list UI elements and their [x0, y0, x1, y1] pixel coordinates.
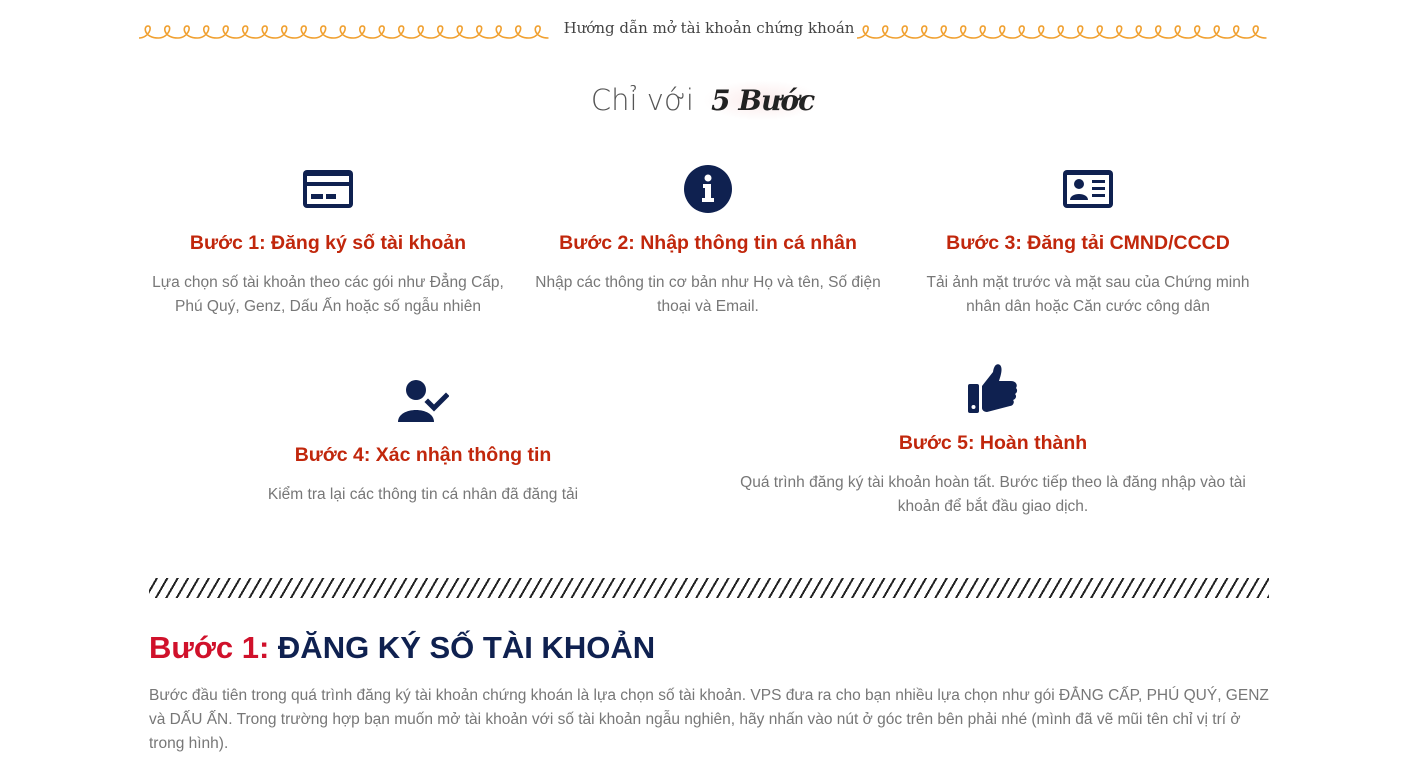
- step-description: Tải ảnh mặt trước và mặt sau của Chứng minh nhân dân hoặc Căn cước công dân: [926, 274, 1250, 315]
- step-title: Bước 4: Xác nhận thông tin: [294, 444, 552, 466]
- user-check-icon: [397, 378, 449, 424]
- section-heading-title: ĐĂNG KÝ SỐ TÀI KHOẢN: [277, 630, 656, 665]
- step-card-2: [528, 166, 888, 319]
- squiggle-decoration-left: [139, 20, 561, 44]
- header-title: Hướng dẫn mở tài khoản chứng khoán: [563, 19, 855, 37]
- step-card-3: [908, 166, 1268, 319]
- thumbs-up-icon: [967, 362, 1019, 414]
- id-card-icon: [1062, 166, 1114, 212]
- credit-card-icon: [302, 166, 354, 212]
- step-description: Quá trình đăng ký tài khoản hoàn tất. Bước tiếp theo là đăng nhập vào tài khoản để bắt đầu giao dịch.: [740, 474, 1246, 515]
- headline-highlight: 5 Bước: [703, 80, 822, 121]
- headline-prefix: Chỉ với: [590, 83, 694, 117]
- section-heading: [149, 630, 655, 666]
- step-title: Bước 5: Hoàn thành: [898, 432, 1088, 454]
- page-headline: [0, 80, 1413, 121]
- step-description: Lựa chọn số tài khoản theo các gói như Đẳng Cấp, Phú Quý, Genz, Dấu Ấn hoặc số ngẫu nhiên: [152, 274, 504, 315]
- info-icon: [683, 164, 733, 214]
- step-description: Kiểm tra lại các thông tin cá nhân đã đăng tải: [267, 486, 579, 503]
- hatched-divider: [149, 578, 1269, 598]
- section-heading-prefix: Bước 1:: [149, 630, 270, 665]
- step-title: Bước 1: Đăng ký số tài khoản: [189, 232, 467, 254]
- section-body-text: Bước đầu tiên trong quá trình đăng ký tài khoản chứng khoán là lựa chọn số tài khoản. VPS đưa ra cho bạn nhiều lựa chọn như gói ĐẲNG CẤP, PHÚ QUÝ, GENZ và DẤU ẤN. Trong trường hợp bạn muốn mở tài khoản với số tài khoản ngẫu nghiên, hãy nhấn vào nút ở góc trên bên phải nhé (mình đã vẽ mũi tên chỉ vị trí ở trong hình).: [149, 687, 1269, 752]
- step-card-4: [243, 378, 603, 507]
- step-card-5: [723, 362, 1263, 519]
- squiggle-decoration-right: [857, 20, 1279, 44]
- section-header: [139, 16, 1279, 44]
- step-title: Bước 2: Nhập thông tin cá nhân: [559, 232, 857, 254]
- step-title: Bước 3: Đăng tải CMND/CCCD: [946, 232, 1230, 254]
- step-card-1: [148, 166, 508, 319]
- step-description: Nhập các thông tin cơ bản như Họ và tên, Số điện thoại và Email.: [535, 274, 881, 315]
